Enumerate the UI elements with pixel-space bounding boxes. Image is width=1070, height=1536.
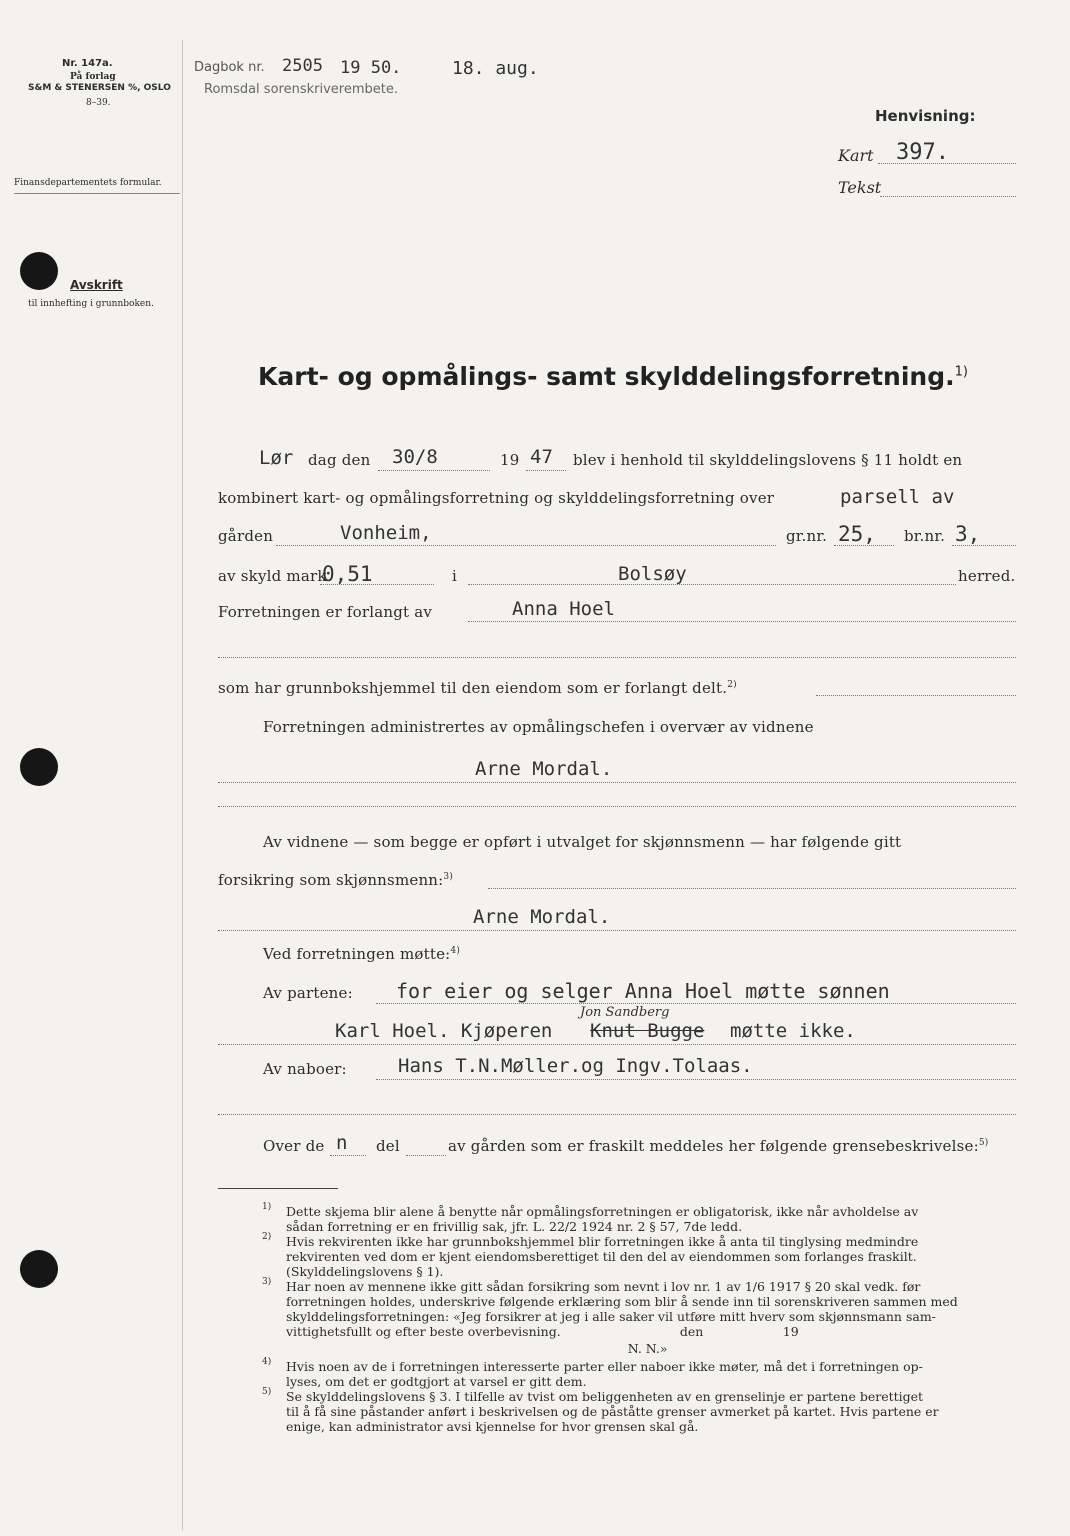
footnote-line: forretningen holdes, underskrive følgende erklæring som blir å sende inn til sorenskriveren sammen med [286, 1294, 958, 1309]
footnote-line: enige, kan administrator avsi kjennelse for hvor grensen skal gå. [286, 1419, 699, 1434]
year-prefix: 19 [500, 451, 520, 469]
footnote-line: til å få sine påstander anført i beskrivelsen og de påståtte grenser avmerket på kartet. Hvis partene er [286, 1404, 939, 1419]
footnote-rule [218, 1188, 338, 1189]
date-dots [378, 470, 490, 471]
garden-value: Vonheim, [340, 522, 432, 544]
title-footnote-ref: 1) [954, 364, 968, 380]
year-value: 47 [530, 446, 553, 468]
partene-line-1: for eier og selger Anna Hoel møtte sønnen [396, 979, 890, 1003]
garden-dots [276, 545, 776, 546]
naboer-value: Hans T.N.Møller.og Ingv.Tolaas. [398, 1055, 753, 1077]
over-n-dots [330, 1155, 366, 1156]
parsell-value: parsell av [840, 486, 955, 508]
margin-rule [182, 40, 183, 1530]
vidne-dots [218, 782, 1016, 783]
form-number: Nr. 147a. [62, 58, 113, 69]
year-dots [526, 470, 566, 471]
naboer-label: Av naboer: [263, 1060, 347, 1078]
skjonnsmann-value: Arne Mordal. [473, 906, 611, 928]
footnote-line: Har noen av mennene ikke gitt sådan forsikring som nevnt i lov nr. 1 av 1/6 1917 § 20 skal vedk. før [286, 1279, 921, 1294]
brnr-value: 3, [955, 522, 981, 546]
i-label: i [452, 567, 457, 585]
grense-footnote-ref: 5) [978, 1138, 989, 1148]
tekst-label: Tekst [838, 178, 882, 197]
partene-dots-2 [218, 1044, 1016, 1045]
vidner-line-2: forsikring som skjønnsmenn:$^{3)}$ [218, 871, 454, 889]
skyld-value: 0,51 [322, 562, 373, 586]
footnote-line: Dette skjema blir alene å benytte når opmålingsforretningen er obligatorisk, ikke når avholdelse av [286, 1204, 919, 1219]
footnote-line: Se skylddelingslovens § 3. I tilfelle av tvist om beliggenheten av en grenselinje er partene berettiget [286, 1389, 924, 1404]
admin-text: Forretningen administrertes av opmålingschefen i overvær av vidnene [263, 718, 814, 736]
forlangt-label: Forretningen er forlangt av [218, 603, 433, 621]
skyld-dots [320, 584, 434, 585]
inserted-name: Jon Sandberg [580, 1005, 670, 1020]
garden-label: gården [218, 527, 274, 545]
printer-line-1: På forlag [70, 72, 116, 82]
henvisning-label: Henvisning: [875, 107, 976, 125]
partene-dots [376, 1003, 1016, 1004]
punch-hole-bottom [20, 1250, 58, 1288]
tekst-dots [880, 196, 1016, 197]
struck-name: Knut Bugge [590, 1020, 705, 1042]
dagbok-label: Dagbok nr. [194, 60, 265, 75]
kart-value: 397. [896, 140, 949, 165]
skjonnsmann-dots [218, 930, 1016, 931]
footnote-line: Hvis noen av de i forretningen interesserte parter eller naboer ikke møter, må det i forretningen op- [286, 1359, 923, 1374]
footnote-mark: 3) [262, 1277, 272, 1287]
dag-den-label: dag den [308, 451, 371, 469]
grunnbok-text: som har grunnbokshjemmel til den eiendom som er forlangt delt.$^{2)}$ [218, 679, 737, 697]
vidner-line-1: Av vidnene — som begge er opført i utvalget for skjønnsmenn — har følgende gitt [263, 833, 902, 851]
grnr-value: 25, [838, 522, 876, 546]
grnr-dots [834, 545, 894, 546]
vidner-footnote-ref: 3) [443, 872, 454, 882]
footnote-line: Hvis rekvirenten ikke har grunnbokshjemmel blir forretningen ikke å anta til tinglysing medmindre [286, 1234, 919, 1249]
footnote-mark: 2) [262, 1232, 272, 1242]
printer-date: 8–39. [86, 98, 111, 108]
ministry-underline [14, 193, 180, 194]
footnote-line: vittighetsfullt og efter beste overbevisning. den 19 [286, 1324, 799, 1339]
footnote-mark: 4) [262, 1357, 272, 1367]
dagbok-number: 2505 [282, 56, 323, 76]
dagbok-year: 19 50. [340, 58, 402, 78]
over-de-label: Over de [263, 1137, 325, 1155]
partene-line-2a: Karl Hoel. Kjøperen [335, 1020, 553, 1042]
punch-hole-top [20, 252, 58, 290]
avskrift-label: Avskrift [70, 278, 123, 292]
naboer-dots [376, 1079, 1016, 1080]
footnote-line: rekvirenten ved dom er kjent eiendomsberettiget til den del av eiendommen som forlanges fraskilt. [286, 1249, 917, 1264]
partene-label: Av partene: [263, 984, 353, 1002]
office-stamp: Romsdal sorenskriverembete. [204, 82, 398, 97]
forlangt-dots [468, 621, 1016, 622]
ministry-label: Finansdepartementets formular. [14, 178, 162, 188]
grunnbok-footnote-ref: 2) [727, 680, 737, 690]
brnr-label: br.nr. [904, 527, 946, 545]
grense-text: av gården som er fraskilt meddeles her følgende grensebeskrivelse:$^{5)}$ [448, 1137, 989, 1155]
dagbok-date: 18. aug. [452, 58, 539, 79]
naboer-dots-2 [218, 1114, 1016, 1115]
punch-hole-middle [20, 748, 58, 786]
herred-dots [468, 584, 956, 585]
vidne-dots-2 [218, 806, 1016, 807]
herred-label: herred. [958, 567, 1016, 585]
footnote-line: lyses, om det er godtgjort at varsel er gitt dem. [286, 1374, 587, 1389]
over-n-value: n [336, 1132, 348, 1154]
blank-line-dots [218, 657, 1016, 658]
vidner-dots [488, 888, 1016, 889]
date-value: 30/8 [392, 446, 438, 468]
footnote-mark: 5) [262, 1387, 272, 1397]
kart-label: Kart [838, 146, 874, 165]
day-value: Lør [259, 447, 294, 469]
line2-text: kombinert kart- og opmålingsforretning og skylddelingsforretning over [218, 489, 775, 507]
motte-label: Ved forretningen møtte:$^{4)}$ [263, 945, 461, 963]
herred-value: Bolsøy [618, 563, 687, 585]
grnr-label: gr.nr. [786, 527, 828, 545]
document-title: Kart- og opmålings- samt skylddelingsforretning.$^{1)}$ [258, 362, 968, 391]
printer-line-2: S&M & STENERSEN %, OSLO [28, 83, 171, 93]
skyld-label: av skyld mark [218, 567, 327, 585]
del-label: del [376, 1137, 400, 1155]
footnote-line: sådan forretning er en frivillig sak, jfr. L. 22/2 1924 nr. 2 § 57, 7de ledd. [286, 1219, 743, 1234]
line1-text: blev i henhold til skylddelingslovens § 11 holdt en [573, 451, 963, 469]
grunnbok-dots [816, 695, 1016, 696]
avskrift-note: til innhefting i grunnboken. [28, 299, 154, 309]
footnote-line: skylddelingsforretningen: «Jeg forsikrer at jeg i alle saker vil utføre mitt hverv som skjønnsmann sam- [286, 1309, 936, 1324]
footnote-line: (Skylddelingslovens § 1). [286, 1264, 444, 1279]
motte-footnote-ref: 4) [450, 946, 461, 956]
partene-line-2b: møtte ikke. [730, 1020, 856, 1042]
forlangt-value: Anna Hoel [512, 598, 615, 620]
footnote-mark: 1) [262, 1202, 272, 1212]
footnote-line: N. N.» [286, 1341, 668, 1356]
vidne-value: Arne Mordal. [475, 758, 613, 780]
del-dots [406, 1155, 446, 1156]
brnr-dots [952, 545, 1016, 546]
